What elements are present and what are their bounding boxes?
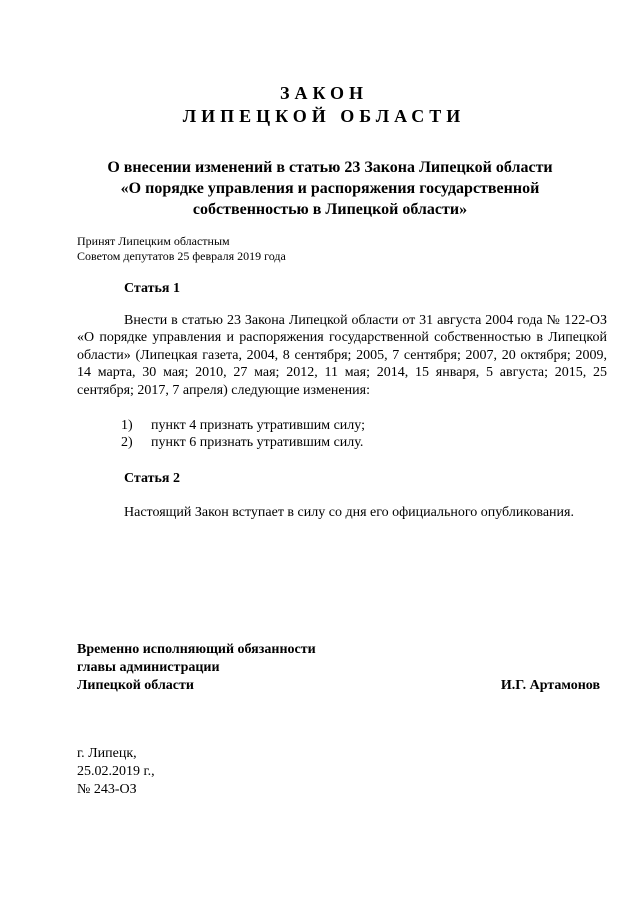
region-title: ЛИПЕЦКОЙ ОБЛАСТИ [182, 106, 466, 126]
signatory-title: Липецкой области [77, 678, 194, 693]
list-item-text: пункт 4 признать утратившим силу; [151, 418, 365, 433]
footer-date: 25.02.2019 г., [77, 764, 155, 779]
list-item-number: 1) [121, 418, 133, 433]
article-1-heading: Статья 1 [124, 281, 180, 296]
footer-number: № 243-ОЗ [77, 782, 137, 797]
signatory-title: Временно исполняющий обязанности [77, 642, 316, 657]
signatory-name: И.Г. Артамонов [500, 678, 600, 693]
list-item [121, 417, 365, 434]
subject-line: собственностью в Липецкой области» [192, 201, 468, 218]
signatory-title: главы администрации [77, 660, 220, 675]
law-subject [70, 157, 590, 220]
law-title: ЗАКОН [279, 83, 369, 103]
list-item-text: пункт 6 признать утратившим силу. [151, 435, 364, 450]
list-item [121, 434, 363, 451]
article-1-body: Внести в статью 23 Закона Липецкой области от 31 августа 2004 года № 122-ОЗ «О порядке управления и распоряжения государственной собственностью в Липецкой области» (Липецкая газета, 2004, 8 сентября; 2005, 7 сентября; 2007, 20 октября; 2009, 14 марта, 30 мая; 2010, 27 мая; 2012, 11 мая; 2014, 15 января, 5 августа; 2015, 25 сентября; 2017, 7 апреля) следующие изменения: [77, 313, 607, 398]
list-item-number: 2) [121, 435, 133, 450]
article-2-body: Настоящий Закон вступает в силу со дня его официального опубликования. [124, 505, 574, 520]
subject-line: «О порядке управления и распоряжения государственной [120, 180, 540, 197]
footer-city: г. Липецк, [77, 746, 137, 761]
adopted-line: Советом депутатов 25 февраля 2019 года [77, 249, 286, 263]
adopted-line: Принят Липецким областным [77, 234, 230, 248]
article-2-heading: Статья 2 [124, 471, 180, 486]
subject-line: О внесении изменений в статью 23 Закона Липецкой области [107, 159, 553, 176]
